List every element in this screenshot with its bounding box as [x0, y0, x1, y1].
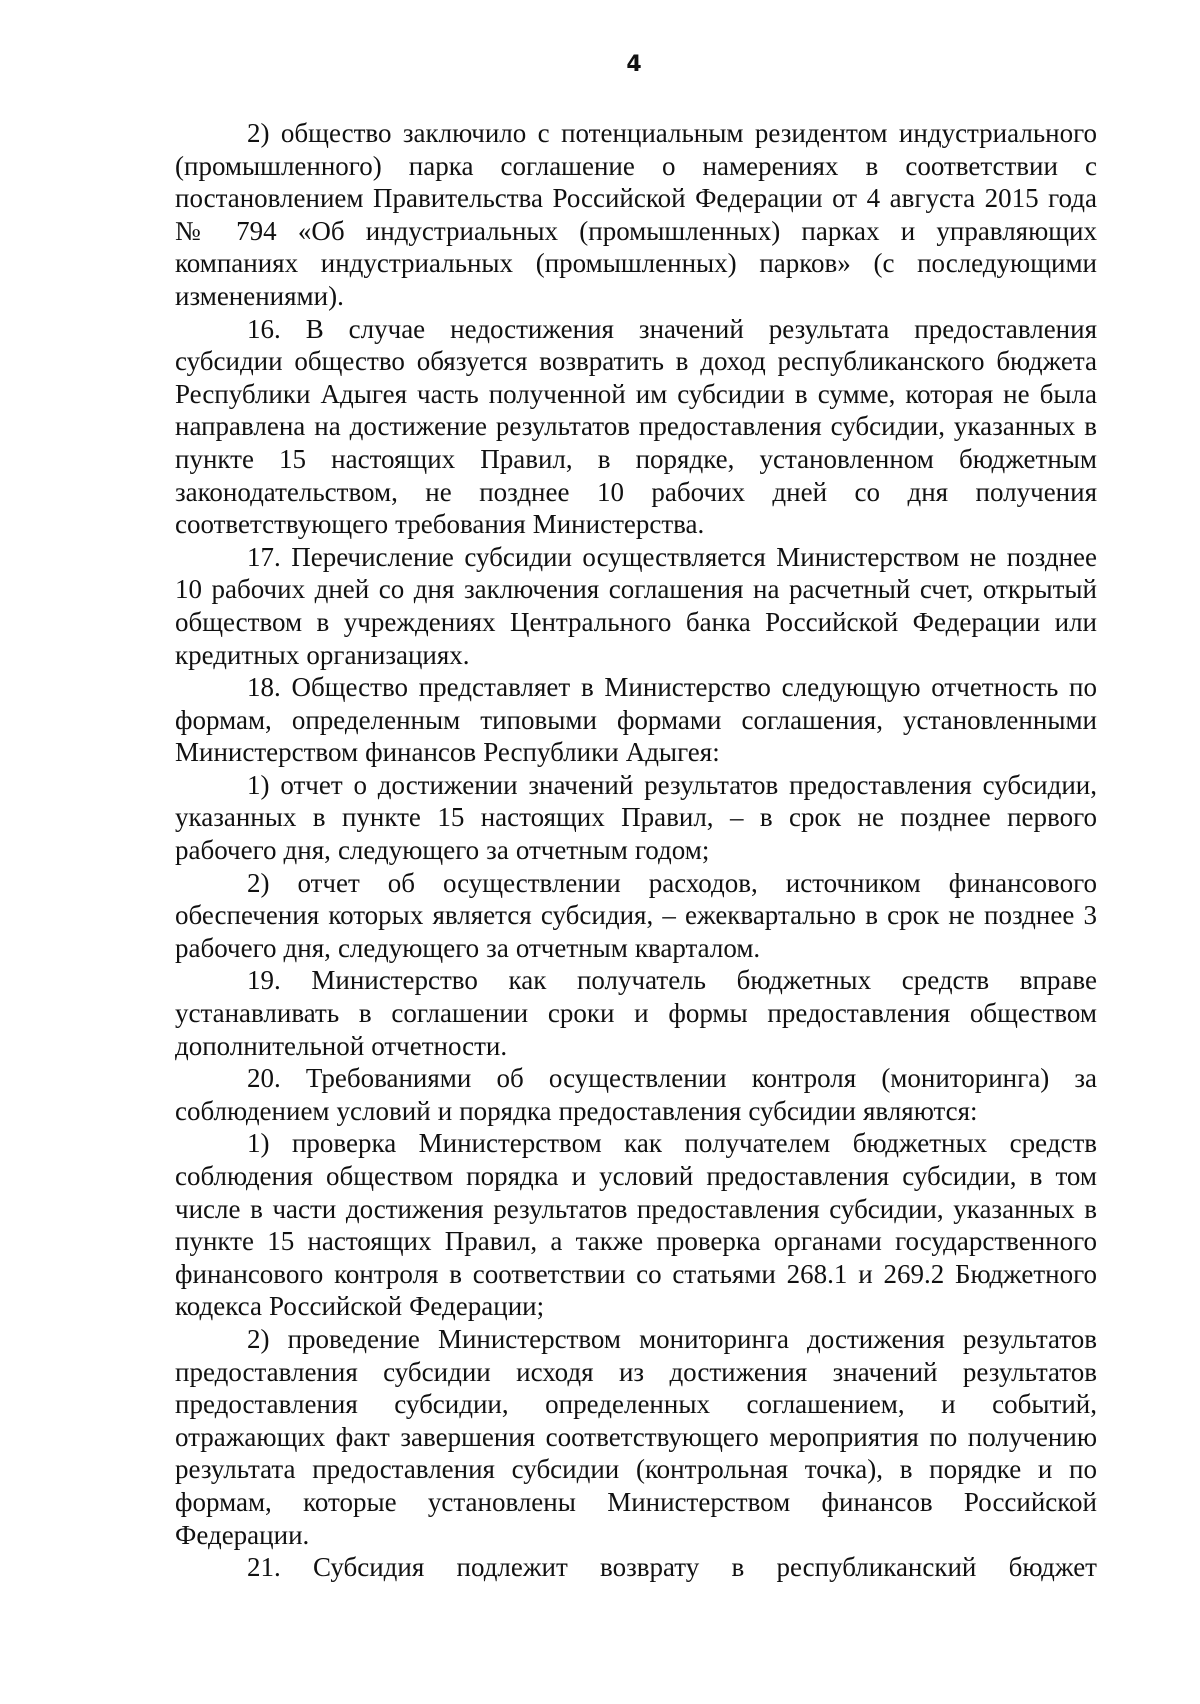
- paragraph-15-item-2: 2) общество заключило с потенциальным резидентом индустриального (промышленного) парка соглашение о намерениях в соответствии с постановлением Правительства Российской Федерации от 4 августа 2015 года № 794 «Об индустриальных (промышленных) парках и управляющих компаниях индустриальных (промышленных) парков» (с последующими изменениями).: [175, 118, 1097, 311]
- paragraph-20-item-1: 1) проверка Министерством как получателем бюджетных средств соблюдения обществом порядка и условий предоставления субсидии, в том числе в части достижения результатов предоставления субсидии, указанных в пункте 15 настоящих Правил, а также проверка органами государственного финансового контроля в соответствии со статьями 268.1 и 269.2 Бюджетного кодекса Российской Федерации;: [175, 1128, 1097, 1322]
- paragraph-18: 18. Общество представляет в Министерство следующую отчетность по формам, определенным типовыми формами соглашения, установленными Министерством финансов Республики Адыгея:: [175, 672, 1097, 768]
- paragraph-20-item-2: 2) проведение Министерством мониторинга достижения результатов предоставления субсидии исходя из достижения значений результатов предоставления субсидии, определенных соглашением, и событий, отражающих факт завершения соответствующего мероприятия по получению результата предоставления субсидии (контрольная точка), в порядке и по формам, которые установлены Министерством финансов Российской Федерации.: [175, 1323, 1097, 1550]
- paragraph-18-item-1: 1) отчет о достижении значений результатов предоставления субсидии, указанных в пункте 15 настоящих Правил, – в срок не позднее первого рабочего дня, следующего за отчетным годом;: [175, 769, 1097, 866]
- paragraph-19: 19. Министерство как получатель бюджетных средств вправе устанавливать в соглашении сроки и формы предоставления обществом дополнительной отчетности.: [175, 965, 1097, 1061]
- document-body: [175, 117, 1097, 1584]
- paragraph-16: 16. В случае недостижения значений результата предоставления субсидии общество обязуется возвратить в доход республиканского бюджета Республики Адыгея часть полученной им субсидии в сумме, которая не была направлена на достижение результатов предоставления субсидии, указанных в пункте 15 настоящих Правил, в порядке, установленном бюджетным законодательством, не позднее 10 рабочих дней со дня получения соответствующего требования Министерства.: [175, 313, 1097, 540]
- page-number: 4: [626, 52, 642, 77]
- paragraph-21: 21. Субсидия подлежит возврату в республиканский бюджет: [247, 1552, 1097, 1583]
- paragraph-18-item-2: 2) отчет об осуществлении расходов, источником финансового обеспечения которых является субсидия, – ежеквартально в срок не позднее 3 рабочего дня, следующего за отчетным кварталом.: [175, 867, 1097, 963]
- paragraph-17: 17. Перечисление субсидии осуществляется Министерством не позднее 10 рабочих дней со дня заключения соглашения на расчетный счет, открытый обществом в учреждениях Центрального банка Российской Федерации или кредитных организациях.: [175, 541, 1097, 670]
- paragraph-20: 20. Требованиями об осуществлении контроля (мониторинга) за соблюдением условий и порядка предоставления субсидии являются:: [175, 1063, 1097, 1126]
